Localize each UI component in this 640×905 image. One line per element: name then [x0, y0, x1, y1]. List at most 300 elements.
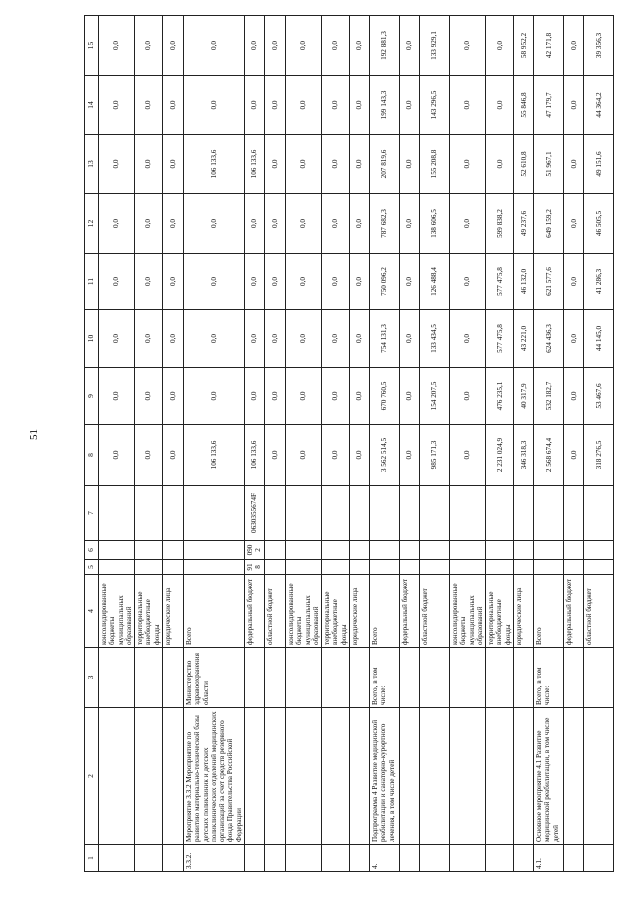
cell-col-2 — [514, 708, 534, 845]
cell-col-7 — [400, 486, 420, 541]
value-cell: 0,0 — [183, 368, 244, 425]
value-cell: 0,0 — [486, 135, 514, 194]
value-cell: 126 488,4 — [420, 254, 450, 310]
value-cell: 2 568 674,4 — [534, 425, 564, 486]
value-cell: 0,0 — [99, 16, 135, 76]
cell-col-1: 4. — [370, 845, 400, 872]
value-cell: 0,0 — [322, 310, 350, 368]
cell-col-1 — [99, 845, 135, 872]
cell-col-7 — [135, 486, 163, 541]
value-cell: 199 143,3 — [370, 76, 400, 135]
cell-col-1: 3.3.2. — [183, 845, 244, 872]
cell-col-5 — [486, 560, 514, 575]
value-cell: 649 159,2 — [534, 194, 564, 254]
value-cell: 750 096,2 — [370, 254, 400, 310]
cell-col-6 — [584, 541, 614, 560]
cell-col-6 — [135, 541, 163, 560]
value-cell: 0,0 — [486, 76, 514, 135]
cell-col-5 — [350, 560, 370, 575]
cell-col-1: 4.1. — [534, 845, 564, 872]
cell-col-3 — [450, 648, 486, 708]
cell-col-3 — [285, 648, 321, 708]
table-row — [420, 16, 450, 872]
value-cell: 53 467,6 — [584, 368, 614, 425]
header-cell: 11 — [85, 254, 99, 310]
cell-col-1 — [350, 845, 370, 872]
value-cell: 106 133,6 — [183, 425, 244, 486]
cell-col-7: 0630355674F — [244, 486, 264, 541]
cell-col-1 — [564, 845, 584, 872]
cell-col-7 — [514, 486, 534, 541]
value-cell: 0,0 — [264, 135, 285, 194]
value-cell: 0,0 — [162, 76, 183, 135]
value-cell: 0,0 — [322, 368, 350, 425]
cell-col-5 — [322, 560, 350, 575]
value-cell: 0,0 — [244, 368, 264, 425]
cell-col-4: Всего — [534, 575, 564, 648]
cell-col-7 — [264, 486, 285, 541]
value-cell: 46 505,5 — [584, 194, 614, 254]
cell-col-5 — [564, 560, 584, 575]
cell-col-7 — [450, 486, 486, 541]
table-row — [486, 16, 514, 872]
value-cell: 577 475,8 — [486, 310, 514, 368]
value-cell: 0,0 — [244, 16, 264, 76]
cell-col-4: юридические лица — [162, 575, 183, 648]
header-cell: 8 — [85, 425, 99, 486]
cell-col-2 — [162, 708, 183, 845]
value-cell: 3 562 514,5 — [370, 425, 400, 486]
value-cell: 0,0 — [162, 310, 183, 368]
table-row — [584, 16, 614, 872]
value-cell: 207 819,6 — [370, 135, 400, 194]
value-cell: 0,0 — [162, 16, 183, 76]
value-cell: 0,0 — [99, 194, 135, 254]
value-cell: 0,0 — [564, 76, 584, 135]
value-cell: 49 237,6 — [514, 194, 534, 254]
value-cell: 0,0 — [285, 425, 321, 486]
cell-col-5 — [264, 560, 285, 575]
value-cell: 670 760,5 — [370, 368, 400, 425]
cell-col-4: территориальные внебюджетные фонды — [135, 575, 163, 648]
value-cell: 143 296,5 — [420, 76, 450, 135]
value-cell: 0,0 — [244, 310, 264, 368]
header-cell: 12 — [85, 194, 99, 254]
cell-col-5 — [99, 560, 135, 575]
cell-col-7 — [99, 486, 135, 541]
header-cell: 14 — [85, 76, 99, 135]
cell-col-1 — [420, 845, 450, 872]
value-cell: 0,0 — [162, 425, 183, 486]
value-cell: 0,0 — [350, 76, 370, 135]
value-cell: 51 967,1 — [534, 135, 564, 194]
value-cell: 0,0 — [135, 254, 163, 310]
cell-col-3 — [514, 648, 534, 708]
value-cell: 0,0 — [99, 76, 135, 135]
value-cell: 754 131,3 — [370, 310, 400, 368]
cell-col-1 — [514, 845, 534, 872]
value-cell: 0,0 — [285, 254, 321, 310]
value-cell: 0,0 — [564, 135, 584, 194]
value-cell: 0,0 — [264, 76, 285, 135]
cell-col-4: консолидированные бюджеты муниципальных образований — [99, 575, 135, 648]
table-row — [514, 16, 534, 872]
cell-col-5 — [183, 560, 244, 575]
cell-col-1 — [322, 845, 350, 872]
value-cell: 0,0 — [564, 16, 584, 76]
cell-col-4: областной бюджет — [264, 575, 285, 648]
value-cell: 0,0 — [135, 76, 163, 135]
value-cell: 0,0 — [264, 194, 285, 254]
cell-col-6 — [350, 541, 370, 560]
table-row — [400, 16, 420, 872]
table-row — [135, 16, 163, 872]
value-cell: 624 436,3 — [534, 310, 564, 368]
header-cell: 5 — [85, 560, 99, 575]
cell-col-1 — [285, 845, 321, 872]
cell-col-2 — [486, 708, 514, 845]
value-cell: 44 145,0 — [584, 310, 614, 368]
cell-col-3 — [99, 648, 135, 708]
value-cell: 0,0 — [162, 254, 183, 310]
cell-col-7 — [350, 486, 370, 541]
value-cell: 0,0 — [285, 16, 321, 76]
header-cell: 4 — [85, 575, 99, 648]
table-row — [244, 16, 264, 872]
cell-col-2 — [244, 708, 264, 845]
value-cell: 0,0 — [564, 194, 584, 254]
value-cell: 0,0 — [162, 368, 183, 425]
cell-col-6 — [162, 541, 183, 560]
value-cell: 318 276,5 — [584, 425, 614, 486]
cell-col-5 — [285, 560, 321, 575]
table-row — [285, 16, 321, 872]
header-cell: 15 — [85, 16, 99, 76]
value-cell: 39 356,3 — [584, 16, 614, 76]
value-cell: 0,0 — [264, 254, 285, 310]
cell-col-7 — [162, 486, 183, 541]
value-cell: 0,0 — [350, 254, 370, 310]
value-cell: 49 151,6 — [584, 135, 614, 194]
cell-col-7 — [322, 486, 350, 541]
cell-col-3 — [264, 648, 285, 708]
value-cell: 599 838,2 — [486, 194, 514, 254]
value-cell: 985 171,3 — [420, 425, 450, 486]
value-cell: 138 606,5 — [420, 194, 450, 254]
value-cell: 0,0 — [135, 310, 163, 368]
value-cell: 0,0 — [400, 368, 420, 425]
value-cell: 0,0 — [244, 194, 264, 254]
value-cell: 0,0 — [183, 194, 244, 254]
value-cell: 0,0 — [450, 254, 486, 310]
value-cell: 0,0 — [322, 135, 350, 194]
cell-col-1 — [486, 845, 514, 872]
value-cell: 0,0 — [400, 16, 420, 76]
value-cell: 0,0 — [244, 254, 264, 310]
table-row — [264, 16, 285, 872]
cell-col-5 — [162, 560, 183, 575]
cell-col-3 — [322, 648, 350, 708]
cell-col-6 — [400, 541, 420, 560]
cell-col-3 — [420, 648, 450, 708]
value-cell: 106 133,6 — [244, 135, 264, 194]
cell-col-4: юридические лица — [514, 575, 534, 648]
cell-col-3: Всего, в том числе: — [534, 648, 564, 708]
value-cell: 787 682,3 — [370, 194, 400, 254]
cell-col-3 — [400, 648, 420, 708]
value-cell: 41 286,3 — [584, 254, 614, 310]
cell-col-4: консолидированные бюджеты муниципальных образований — [450, 575, 486, 648]
cell-col-1 — [450, 845, 486, 872]
cell-col-2 — [135, 708, 163, 845]
value-cell: 0,0 — [183, 310, 244, 368]
value-cell: 0,0 — [285, 368, 321, 425]
value-cell: 0,0 — [135, 425, 163, 486]
cell-col-7 — [370, 486, 400, 541]
value-cell: 476 235,1 — [486, 368, 514, 425]
value-cell: 0,0 — [285, 135, 321, 194]
table-row — [534, 16, 564, 872]
header-cell: 10 — [85, 310, 99, 368]
value-cell: 0,0 — [322, 16, 350, 76]
header-cell: 1 — [85, 845, 99, 872]
value-cell: 0,0 — [264, 425, 285, 486]
cell-col-2 — [450, 708, 486, 845]
value-cell: 0,0 — [264, 16, 285, 76]
value-cell: 0,0 — [350, 425, 370, 486]
cell-col-3 — [350, 648, 370, 708]
header-cell: 13 — [85, 135, 99, 194]
cell-col-4: юридические лица — [350, 575, 370, 648]
cell-col-5 — [584, 560, 614, 575]
value-cell: 44 364,2 — [584, 76, 614, 135]
cell-col-2 — [285, 708, 321, 845]
value-cell: 0,0 — [264, 310, 285, 368]
cell-col-2 — [264, 708, 285, 845]
rotated-page — [84, 16, 603, 872]
value-cell: 0,0 — [183, 254, 244, 310]
table-row — [183, 16, 244, 872]
cell-col-6 — [450, 541, 486, 560]
cell-col-5 — [420, 560, 450, 575]
cell-col-6 — [564, 541, 584, 560]
cell-col-2 — [564, 708, 584, 845]
cell-col-7 — [584, 486, 614, 541]
cell-col-6 — [99, 541, 135, 560]
value-cell: 0,0 — [350, 16, 370, 76]
cell-col-6 — [183, 541, 244, 560]
value-cell: 0,0 — [350, 135, 370, 194]
cell-col-3 — [564, 648, 584, 708]
cell-col-7 — [420, 486, 450, 541]
cell-col-1 — [584, 845, 614, 872]
cell-col-4: территориальные внебюджетные фонды — [486, 575, 514, 648]
cell-col-4: территориальные внебюджетные фонды — [322, 575, 350, 648]
cell-col-4: федеральный бюджет — [564, 575, 584, 648]
cell-col-4: областной бюджет — [420, 575, 450, 648]
value-cell: 40 317,9 — [514, 368, 534, 425]
value-cell: 47 179,7 — [534, 76, 564, 135]
cell-col-3 — [162, 648, 183, 708]
table-row — [162, 16, 183, 872]
value-cell: 0,0 — [450, 425, 486, 486]
cell-col-1 — [400, 845, 420, 872]
value-cell: 0,0 — [285, 194, 321, 254]
table-row — [450, 16, 486, 872]
cell-col-7 — [534, 486, 564, 541]
value-cell: 0,0 — [400, 310, 420, 368]
page-number: 51 — [28, 429, 40, 440]
cell-col-3 — [135, 648, 163, 708]
value-cell: 0,0 — [135, 368, 163, 425]
cell-col-3: Министерство здравоохранения области — [183, 648, 244, 708]
cell-col-2: Подпрограмма 4 Развитие медицинской реабилитации и санаторно-курортного лечения, в том числе детей — [370, 708, 400, 845]
cell-col-6: 0902 — [244, 541, 264, 560]
value-cell: 577 475,8 — [486, 254, 514, 310]
cell-col-6 — [322, 541, 350, 560]
value-cell: 0,0 — [450, 310, 486, 368]
cell-col-5 — [400, 560, 420, 575]
value-cell: 0,0 — [450, 16, 486, 76]
cell-col-7 — [564, 486, 584, 541]
cell-col-2: Основное мероприятие 4.1 Развитие медицинской реабилитации, в том числе детей — [534, 708, 564, 845]
value-cell: 106 133,6 — [244, 425, 264, 486]
value-cell: 0,0 — [285, 310, 321, 368]
cell-col-3 — [486, 648, 514, 708]
value-cell: 0,0 — [400, 135, 420, 194]
value-cell: 0,0 — [564, 310, 584, 368]
value-cell: 0,0 — [400, 194, 420, 254]
value-cell: 0,0 — [135, 135, 163, 194]
value-cell: 55 846,8 — [514, 76, 534, 135]
cell-col-4: консолидированные бюджеты муниципальных образований — [285, 575, 321, 648]
table-row — [322, 16, 350, 872]
table-row — [564, 16, 584, 872]
value-cell: 46 132,0 — [514, 254, 534, 310]
cell-col-4: федеральный бюджет — [244, 575, 264, 648]
budget-table — [84, 15, 614, 872]
cell-col-6 — [486, 541, 514, 560]
cell-col-3 — [244, 648, 264, 708]
value-cell: 0,0 — [450, 135, 486, 194]
value-cell: 0,0 — [350, 310, 370, 368]
value-cell: 155 208,8 — [420, 135, 450, 194]
cell-col-1 — [264, 845, 285, 872]
cell-col-2 — [99, 708, 135, 845]
cell-col-1 — [162, 845, 183, 872]
value-cell: 133 929,1 — [420, 16, 450, 76]
cell-col-3: Всего, в том числе: — [370, 648, 400, 708]
value-cell: 106 133,6 — [183, 135, 244, 194]
cell-col-1 — [135, 845, 163, 872]
value-cell: 154 207,5 — [420, 368, 450, 425]
value-cell: 0,0 — [564, 368, 584, 425]
value-cell: 0,0 — [564, 254, 584, 310]
cell-col-6 — [534, 541, 564, 560]
table-header — [85, 16, 99, 872]
cell-col-6 — [420, 541, 450, 560]
cell-col-4: Всего — [370, 575, 400, 648]
value-cell: 0,0 — [322, 76, 350, 135]
cell-col-4: федеральный бюджет — [400, 575, 420, 648]
value-cell: 52 610,8 — [514, 135, 534, 194]
cell-col-6 — [514, 541, 534, 560]
cell-col-2 — [350, 708, 370, 845]
cell-col-7 — [486, 486, 514, 541]
table-row — [350, 16, 370, 872]
cell-col-5: 918 — [244, 560, 264, 575]
value-cell: 0,0 — [135, 194, 163, 254]
cell-col-5 — [135, 560, 163, 575]
value-cell: 0,0 — [450, 76, 486, 135]
cell-col-5 — [370, 560, 400, 575]
header-cell: 7 — [85, 486, 99, 541]
cell-col-2: Мероприятие 3.3.2 Мероприятие по развитию материально-технической базы детских поликлиник и детских поликлинических отделений медицинских организаций за счет средств резервного фонда Правительства Российской Федерации — [183, 708, 244, 845]
table-row — [370, 16, 400, 872]
value-cell: 133 434,5 — [420, 310, 450, 368]
cell-col-2 — [584, 708, 614, 845]
value-cell: 0,0 — [99, 254, 135, 310]
value-cell: 0,0 — [183, 76, 244, 135]
header-cell: 2 — [85, 708, 99, 845]
value-cell: 0,0 — [99, 310, 135, 368]
value-cell: 2 231 024,9 — [486, 425, 514, 486]
header-cell: 9 — [85, 368, 99, 425]
value-cell: 532 182,7 — [534, 368, 564, 425]
cell-col-7 — [183, 486, 244, 541]
value-cell: 0,0 — [450, 194, 486, 254]
cell-col-7 — [285, 486, 321, 541]
cell-col-5 — [514, 560, 534, 575]
value-cell: 346 318,3 — [514, 425, 534, 486]
value-cell: 43 221,0 — [514, 310, 534, 368]
value-cell: 0,0 — [264, 368, 285, 425]
value-cell: 0,0 — [99, 425, 135, 486]
value-cell: 0,0 — [400, 425, 420, 486]
value-cell: 0,0 — [183, 16, 244, 76]
cell-col-5 — [534, 560, 564, 575]
value-cell: 42 171,8 — [534, 16, 564, 76]
value-cell: 0,0 — [285, 76, 321, 135]
cell-col-5 — [450, 560, 486, 575]
value-cell: 0,0 — [322, 254, 350, 310]
value-cell: 0,0 — [162, 194, 183, 254]
table-row — [99, 16, 135, 872]
value-cell: 0,0 — [322, 194, 350, 254]
value-cell: 0,0 — [99, 368, 135, 425]
cell-col-2 — [420, 708, 450, 845]
value-cell: 0,0 — [99, 135, 135, 194]
value-cell: 0,0 — [322, 425, 350, 486]
cell-col-6 — [264, 541, 285, 560]
value-cell: 0,0 — [350, 368, 370, 425]
cell-col-4: областной бюджет — [584, 575, 614, 648]
value-cell: 0,0 — [450, 368, 486, 425]
value-cell: 58 952,2 — [514, 16, 534, 76]
value-cell: 0,0 — [162, 135, 183, 194]
value-cell: 0,0 — [135, 16, 163, 76]
header-cell: 6 — [85, 541, 99, 560]
cell-col-2 — [322, 708, 350, 845]
cell-col-2 — [400, 708, 420, 845]
value-cell: 0,0 — [244, 76, 264, 135]
value-cell: 0,0 — [400, 254, 420, 310]
header-cell: 3 — [85, 648, 99, 708]
value-cell: 192 881,3 — [370, 16, 400, 76]
cell-col-6 — [370, 541, 400, 560]
value-cell: 0,0 — [350, 194, 370, 254]
cell-col-6 — [285, 541, 321, 560]
